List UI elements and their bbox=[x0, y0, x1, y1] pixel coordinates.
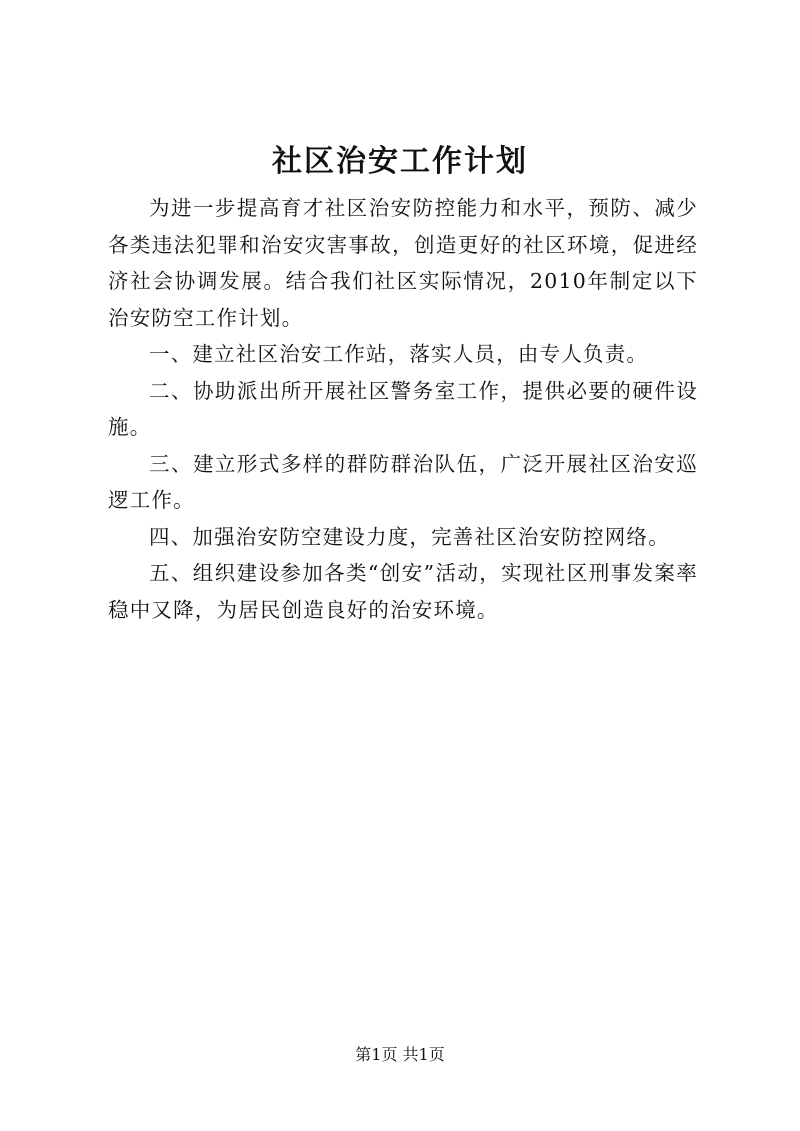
document-body bbox=[108, 190, 698, 628]
paragraph-item-2: 二、协助派出所开展社区警务室工作，提供必要的硬件设施。 bbox=[108, 378, 698, 439]
page-footer: 第1页 共1页 bbox=[355, 1045, 445, 1064]
paragraph-intro: 为进一步提高育才社区治安防控能力和水平，预防、减少各类违法犯罪和治安灾害事故，创造更好的社区环境，促进经济社会协调发展。结合我们社区实际情况，2010年制定以下治安防空工作计划。 bbox=[108, 196, 698, 330]
paragraph-item-5: 五、组织建设参加各类“创安”活动，实现社区刑事发案率稳中又降，为居民创造良好的治安环境。 bbox=[108, 561, 698, 622]
document-title: 社区治安工作计划 bbox=[272, 144, 528, 179]
paragraph-item-3: 三、建立形式多样的群防群治队伍，广泛开展社区治安巡逻工作。 bbox=[108, 451, 698, 512]
paragraph-item-1: 一、建立社区治安工作站，落实人员，由专人负责。 bbox=[149, 342, 649, 366]
paragraph-item-4: 四、加强治安防空建设力度，完善社区治安防控网络。 bbox=[149, 524, 670, 549]
